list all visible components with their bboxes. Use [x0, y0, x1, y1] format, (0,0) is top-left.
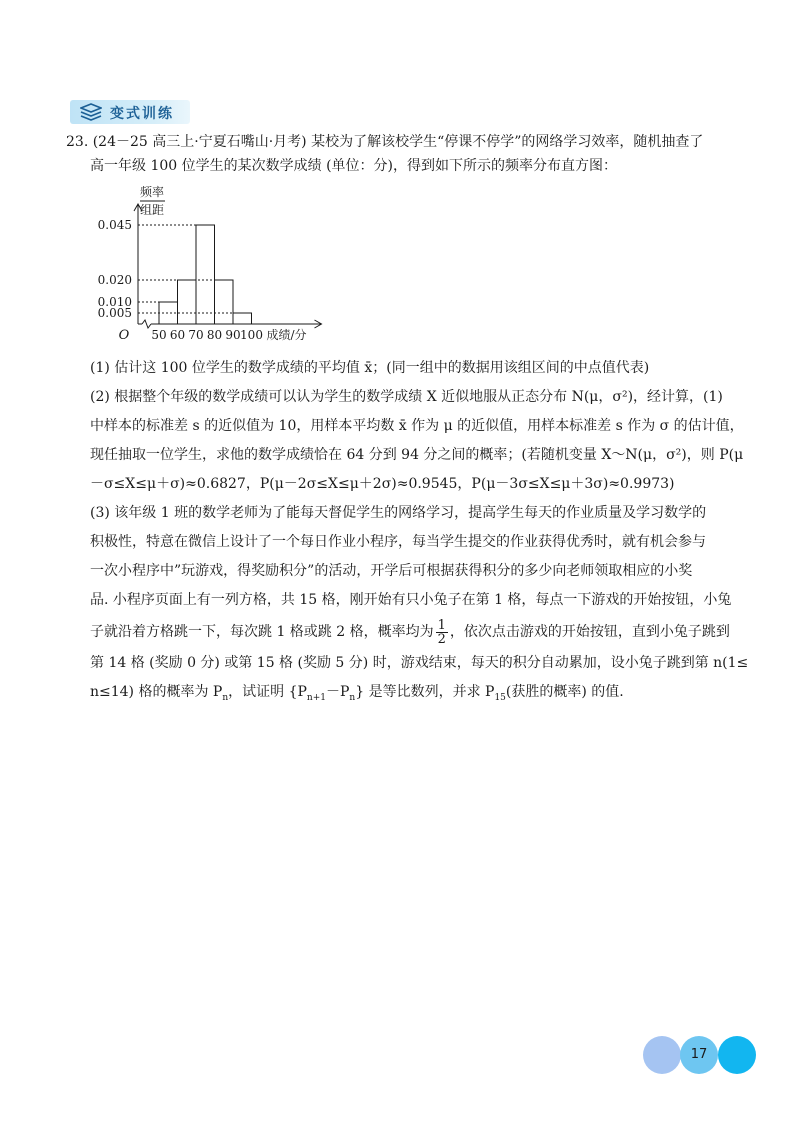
subscript: n [222, 692, 229, 703]
subscript: n+1 [306, 692, 326, 703]
part-1: (1) 估计这 100 位学生的数学成绩的平均值 x̄；(同一组中的数据用该组区间的中点值代表) [90, 360, 650, 376]
part-3-text: 子就沿着方格跳一下，每次跳 1 格或跳 2 格，概率均为 [90, 624, 434, 640]
part-3-text: n≤14) 格的概率为 P [90, 684, 223, 700]
origin-label: O [118, 328, 130, 343]
part-3-text: －P [326, 684, 350, 700]
x-tick-label: 70 [188, 328, 204, 342]
page-number-badge [640, 1034, 760, 1076]
fraction-denominator: 2 [437, 631, 446, 647]
part-2-line: 中样本的标准差 s 的近似值为 10，用样本平均数 x̄ 作为 μ 的近似值，用样本标准差 s 作为 σ 的估计值， [90, 418, 744, 434]
histogram-bar [178, 280, 197, 324]
x-tick-label: 90 [225, 328, 241, 342]
fraction-numerator: 1 [437, 617, 446, 633]
part-2-line: －σ≤X≤μ＋σ)≈0.6827，P(μ－2σ≤X≤μ＋2σ)≈0.9545，P(μ－3σ≤X≤μ＋3σ)≈0.9973) [90, 476, 675, 492]
subscript: 15 [494, 692, 506, 703]
section-title: 变式训练 [110, 106, 174, 122]
y-axis-label-numerator: 频率 [139, 185, 165, 199]
x-tick-label: 50 [151, 328, 167, 342]
part-3-line: 品. 小程序页面上有一列方格，共 15 格，刚开始有只小兔子在第 1 格，每点一下游戏的开始按钮，小兔 [90, 592, 732, 608]
part-3-line: 第 14 格 (奖励 0 分) 或第 15 格 (奖励 5 分) 时，游戏结束，每天的积分自动累加，设小兔子跳到第 n(1≤ [90, 655, 749, 671]
problem-line: 23. (24－25 高三上·宁夏石嘴山·月考) 某校为了解该校学生“停课不停学”的网络学习效率，随机抽查了 [66, 134, 704, 150]
fraction-one-half [436, 619, 448, 646]
part-3-line: 积极性，特意在微信上设计了一个每日作业小程序，每当学生提交的作业获得优秀时，就有机会参与 [90, 534, 706, 550]
x-tick-label: 60 [169, 328, 186, 342]
section-tag [70, 100, 190, 124]
part-3-text: ，依次点击游戏的开始按钮，直到小兔子跳到 [449, 624, 730, 640]
part-2-line: (2) 根据整个年级的数学成绩可以认为学生的数学成绩 X 近似地服从正态分布 N(μ，σ²)，经计算，(1) [90, 389, 723, 405]
part-3-line: 一次小程序中”玩游戏，得奖励积分”的活动，开学后可根据获得积分的多少向老师领取相应的小奖 [90, 563, 693, 579]
y-tick-label: 0.010 [97, 295, 132, 309]
layers-icon [80, 103, 102, 125]
part-3-text: } 是等比数列，并求 P [355, 684, 495, 700]
y-axis-label-denominator: 组距 [139, 203, 165, 217]
histogram-bar [233, 313, 252, 324]
problem-parts [90, 354, 750, 713]
part-3-text: ，试证明 {P [228, 684, 307, 700]
histogram-chart [90, 183, 360, 348]
x-axis-label: 成绩/分 [266, 328, 307, 342]
part-3-text: (获胜的概率) 的值. [505, 684, 624, 700]
x-tick-label: 100 [240, 328, 263, 342]
part-3-line [90, 615, 750, 649]
problem-line: 高一年级 100 位学生的某次数学成绩 (单位：分)，得到如下所示的频率分布直方图： [90, 158, 617, 174]
decor-circle [643, 1036, 681, 1074]
y-tick-label: 0.005 [97, 306, 132, 320]
decor-circle [718, 1036, 756, 1074]
subscript: n [349, 692, 356, 703]
y-tick-label: 0.020 [97, 273, 132, 287]
x-axis-break [142, 320, 151, 328]
part-3-line [90, 678, 750, 713]
histogram-svg [90, 183, 360, 348]
y-tick-label: 0.045 [97, 218, 132, 232]
part-3-line: (3) 该年级 1 班的数学老师为了能每天督促学生的网络学习，提高学生每天的作业质量及学习数学的 [90, 505, 707, 521]
histogram-bar [215, 280, 234, 324]
histogram-bar [196, 225, 215, 324]
problem-statement [66, 130, 746, 178]
part-2-line: 现任抽取一位学生，求他的数学成绩恰在 64 分到 94 分之间的概率；(若随机变量 X～N(μ，σ²)，则 P(μ [90, 447, 744, 463]
page-number: 17 [690, 1047, 708, 1062]
x-tick-label: 80 [206, 328, 223, 342]
